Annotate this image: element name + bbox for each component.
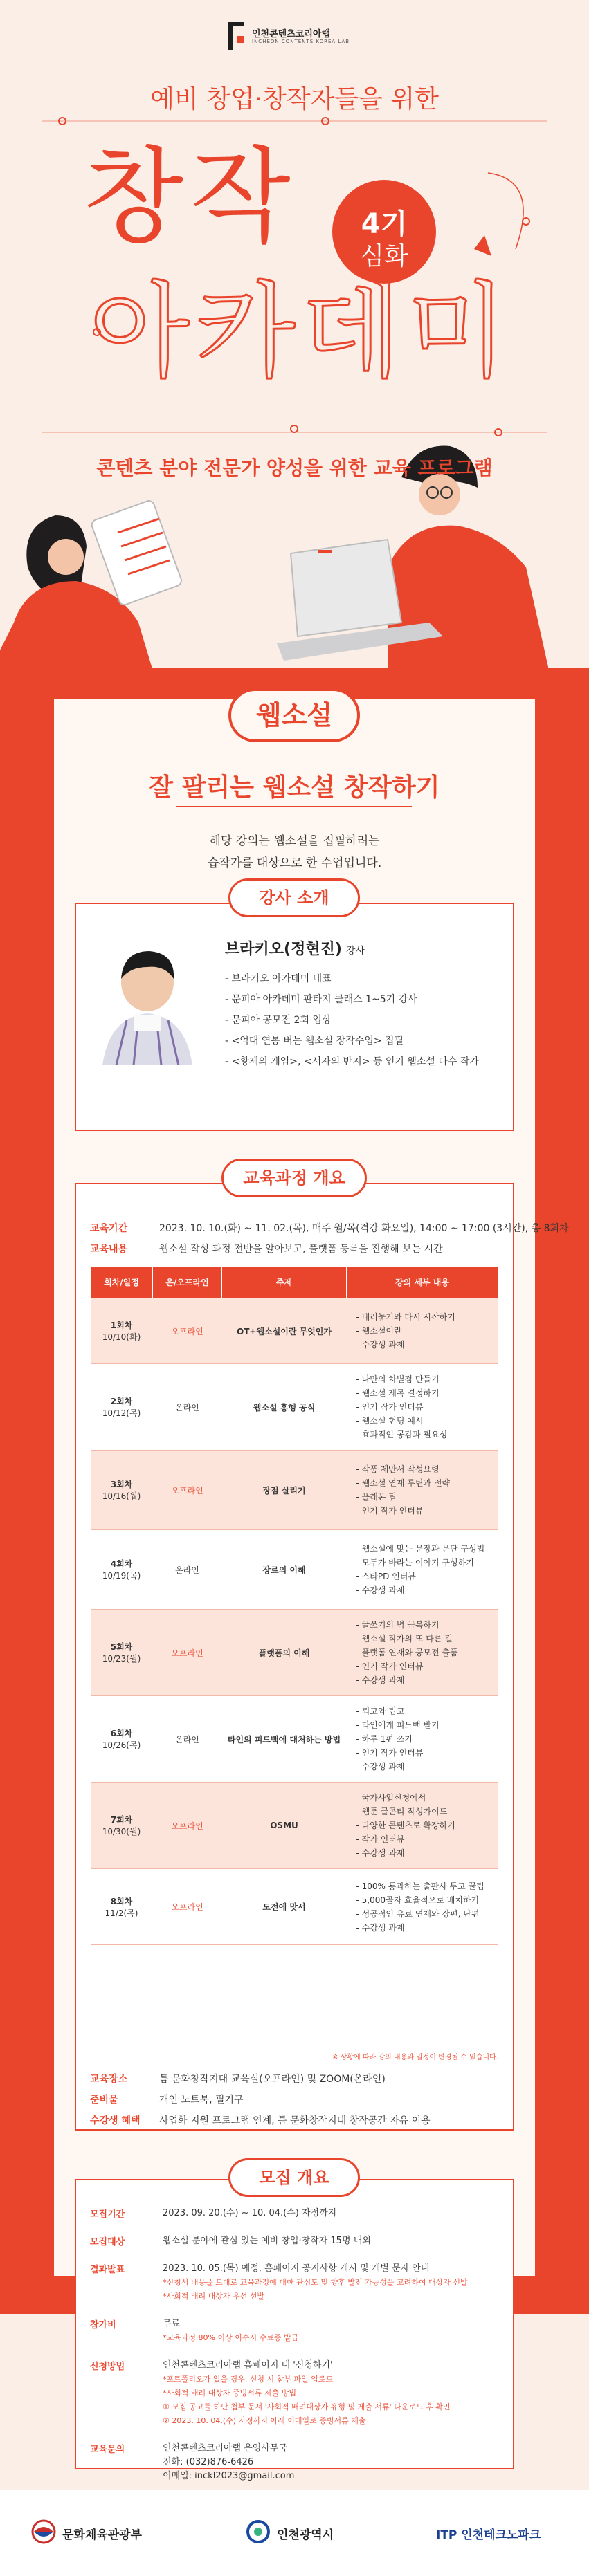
detail-line: - 웹소설이란 <box>356 1326 402 1336</box>
hero-section <box>0 0 589 692</box>
recruit-value <box>163 2317 509 2345</box>
mode-cell: 온라인 <box>153 1530 222 1610</box>
detail-line: - 플랫폼 연재와 공모전 출품 <box>356 1648 458 1657</box>
recruit-value <box>163 2234 509 2248</box>
badge-cohort: 4기 <box>361 208 408 240</box>
badge-level: 심화 <box>360 242 408 270</box>
session-date: 10/30(월) <box>102 1827 141 1837</box>
mode-cell: 오프라인 <box>153 1298 222 1364</box>
instructor-photo <box>96 941 199 1065</box>
detail-cell <box>347 1783 498 1869</box>
detail-line: - 효과적인 공감과 필요성 <box>356 1430 448 1439</box>
hero-tagline: 콘텐츠 분야 전문가 양성을 위한 교육 프로그램 <box>96 457 493 479</box>
detail-cell <box>347 1451 498 1530</box>
footer-logo-itp: ITP 인천테크노파크 <box>436 2528 541 2542</box>
recruit-line: 인천콘텐츠코리아랩 홈페이지 내 '신청하기' <box>163 2360 333 2371</box>
content-row <box>90 1242 443 1255</box>
table-row <box>91 1298 498 1364</box>
instructor-role: 강사 <box>345 946 365 957</box>
recruit-value <box>163 2207 509 2220</box>
detail-cell <box>347 1696 498 1783</box>
benefit-row <box>90 2113 431 2127</box>
detail-line: - 웹소설 헌팅 예시 <box>356 1416 424 1426</box>
bio-item: - <억대 연봉 버는 웹소설 장작수업> 집필 <box>225 1036 404 1047</box>
session-label: 8회차 <box>110 1896 133 1906</box>
left-character-face <box>48 539 84 575</box>
session-label: 2회차 <box>110 1397 133 1406</box>
mode-cell: 오프라인 <box>153 1451 222 1530</box>
topic-cell: 도전에 맞서 <box>222 1869 347 1945</box>
bio-item: - <황제의 게임>, <서자의 반지> 등 인기 웹소설 다수 작가 <box>225 1056 479 1067</box>
prep-row <box>90 2092 244 2106</box>
recruit-line: 전화: (032)876-6426 <box>163 2457 254 2467</box>
benefit-value: 사업화 지원 프로그램 연계, 틈 문화창작지대 창작공간 자유 이용 <box>159 2115 431 2126</box>
cohort-badge <box>332 180 436 284</box>
session-label: 5회차 <box>110 1642 133 1652</box>
table-row <box>91 1610 498 1696</box>
curriculum-section-title: 교육과정 개요 <box>221 1159 367 1197</box>
detail-line: - 인기 작가 인터뷰 <box>356 1748 424 1758</box>
detail-line: - 내러놓기와 다시 시작하기 <box>356 1312 455 1322</box>
recruit-note: *신청서 내용을 토대로 교육과정에 대한 관심도 및 향후 발전 가능성을 고려하여 대상자 선발 <box>163 2278 468 2287</box>
session-label: 4회차 <box>110 1559 133 1569</box>
detail-line: - 나만의 차별점 만들기 <box>356 1374 440 1384</box>
session-cell <box>91 1783 153 1869</box>
topic-cell: OSMU <box>222 1783 347 1869</box>
content-value: 웹소설 작성 과정 전반을 알아보고, 플랫폼 등록을 진행해 보는 시간 <box>159 1244 443 1255</box>
detail-line: - 웹소설에 맞는 문장과 문단 구성법 <box>356 1544 485 1554</box>
schedule-body <box>91 1298 498 1945</box>
benefit-label: 수강생 혜택 <box>90 2115 141 2126</box>
instructor-section-title: 강사 소개 <box>228 878 360 917</box>
place-value: 틈 문화창작지대 교육실(오프라인) 및 ZOOM(온라인) <box>159 2074 386 2085</box>
recruit-label: 모집대상 <box>90 2237 125 2247</box>
detail-line: - 수강생 과제 <box>356 1922 405 1933</box>
prep-label: 준비물 <box>90 2095 118 2106</box>
session-cell <box>91 1530 153 1610</box>
detail-line: - 웹소설 작가의 또 다른 길 <box>356 1634 453 1644</box>
detail-line: - 퇴고와 팁고 <box>356 1706 405 1716</box>
detail-line: - 글쓰기의 벽 극복하기 <box>356 1620 440 1630</box>
schedule-note: ※ 상황에 따라 강의 내용과 일정이 변경될 수 있습니다. <box>332 2054 498 2061</box>
recruit-line: 2023. 09. 20.(수) ~ 10. 04.(수) 자정까지 <box>163 2208 337 2218</box>
instructor-bio <box>225 968 479 1072</box>
schedule-header-row <box>91 1267 498 1298</box>
recruit-value <box>163 2262 509 2303</box>
course-title-underline <box>176 806 412 807</box>
recruit-label: 모집기간 <box>90 2209 125 2220</box>
session-label: 7회차 <box>110 1815 133 1825</box>
detail-line: - 작품 제안서 작성요령 <box>356 1464 440 1474</box>
detail-line: - 작가 인터뷰 <box>356 1834 405 1844</box>
session-date: 11/2(목) <box>105 1908 138 1918</box>
session-date: 10/19(목) <box>102 1571 141 1581</box>
topic-cell: OT+웹소설이란 무엇인가 <box>222 1298 347 1364</box>
recruit-note: *사회적 배려 대상자 우선 선발 <box>163 2292 264 2301</box>
place-label: 교육장소 <box>90 2074 128 2085</box>
brand-logo <box>228 19 367 61</box>
table-row <box>91 1451 498 1530</box>
detail-line: - 웹툰 글콘티 작성가이드 <box>356 1807 448 1816</box>
detail-line: - 웹소설 제목 결정하기 <box>356 1388 440 1398</box>
detail-line: - 플래폰 팁 <box>356 1492 397 1502</box>
recruit-value <box>163 2442 509 2483</box>
session-cell <box>91 1869 153 1945</box>
intro-line: 습작가를 대상으로 한 수업입니다. <box>207 856 382 870</box>
detail-line: - 5,000골자 효율적으로 배치하기 <box>356 1895 480 1905</box>
brand-name: 인천콘텐츠코리아랩 <box>252 29 331 39</box>
detail-line: - 다양한 콘텐츠로 확장하기 <box>356 1821 455 1830</box>
table-row <box>91 1869 498 1945</box>
session-cell <box>91 1610 153 1696</box>
mode-cell: 오프라인 <box>153 1783 222 1869</box>
laptop-icon <box>291 540 401 636</box>
session-date: 10/16(월) <box>102 1491 141 1501</box>
brand-sub: INCHEON CONTENTS KOREA LAB <box>252 39 350 44</box>
hero-pre-title: 예비 창업·창작자들을 위한 <box>150 85 439 113</box>
bio-item: - 브라키오 아카데미 대표 <box>225 973 332 984</box>
topic-cell: 장점 살리기 <box>222 1451 347 1530</box>
detail-line: - 인기 작가 인터뷰 <box>356 1662 424 1671</box>
prep-value: 개인 노트북, 필기구 <box>159 2095 244 2106</box>
content-label: 교육내용 <box>90 1244 128 1255</box>
table-row <box>91 1696 498 1783</box>
period-label: 교육기간 <box>90 1223 128 1234</box>
instructor-name-text: 브라키오(정현진) <box>225 941 342 958</box>
topic-cell: 플랫폼의 이해 <box>222 1610 347 1696</box>
detail-line: - 웹소설 연재 루틴과 전략 <box>356 1478 451 1488</box>
detail-cell <box>347 1364 498 1451</box>
session-label: 6회차 <box>110 1729 133 1738</box>
recruit-value <box>163 2359 509 2428</box>
topic-cell: 타인의 피드백에 대처하는 방법 <box>222 1696 347 1783</box>
schedule-table <box>90 1266 498 1945</box>
session-date: 10/12(목) <box>102 1408 141 1418</box>
bio-item: - 문피아 아카데미 판타지 클래스 1~5기 강사 <box>225 994 417 1005</box>
detail-cell <box>347 1298 498 1364</box>
detail-line: - 하루 1편 쓰기 <box>356 1734 413 1744</box>
session-cell <box>91 1298 153 1364</box>
table-row <box>91 1364 498 1451</box>
recruit-note: *포트폴리오가 있을 경우, 신청 시 참부 파일 업로드 <box>163 2375 333 2384</box>
col-header: 주제 <box>222 1267 347 1298</box>
category-pill: 웹소설 <box>228 688 360 742</box>
detail-line: - 100% 통과하는 출판사 투고 꿀팁 <box>356 1881 484 1891</box>
recruit-note: *사회적 배려 대상자 증빙서류 제출 방법 <box>163 2389 296 2398</box>
recruit-line: 무료 <box>163 2319 181 2329</box>
place-row <box>90 2072 386 2086</box>
detail-line: - 수강생 과제 <box>356 1675 405 1685</box>
bio-item: - 문피아 공모전 2회 입상 <box>225 1015 332 1026</box>
detail-line: - 수강생 과제 <box>356 1762 405 1772</box>
detail-line: - 타인에게 피드백 받기 <box>356 1720 440 1730</box>
mode-cell: 오프라인 <box>153 1610 222 1696</box>
detail-line: - 인기 작가 인터뷰 <box>356 1506 424 1516</box>
recruit-line: 웹소설 분야에 관심 있는 예비 창업·창작자 15명 내외 <box>163 2236 371 2246</box>
table-row <box>91 1530 498 1610</box>
period-value: 2023. 10. 10.(화) ~ 11. 02.(목), 매주 월/목(격강 화요일), 14:00 ~ 17:00 (3시간), 총 8회차 <box>159 1223 569 1234</box>
detail-cell <box>347 1869 498 1945</box>
session-label: 1회차 <box>110 1321 133 1330</box>
period-row <box>90 1221 569 1235</box>
incheon-emblem-icon <box>246 2519 271 2544</box>
recruit-line: 2023. 10. 05.(목) 예정, 홈페이지 공지사항 게시 및 개별 문자 안내 <box>163 2263 430 2274</box>
detail-line: - 국가사업신청에서 <box>356 1793 426 1803</box>
recruit-label: 참가비 <box>90 2320 116 2330</box>
detail-cell <box>347 1530 498 1610</box>
instructor-name <box>225 937 365 959</box>
hero-title-line-2: 아카데미 <box>89 272 513 392</box>
session-cell <box>91 1451 153 1530</box>
footer <box>0 2490 589 2576</box>
detail-line: - 수강생 과제 <box>356 1340 405 1350</box>
col-header: 강의 세부 내용 <box>347 1267 498 1298</box>
course-intro <box>0 830 589 874</box>
recruit-label: 교육문의 <box>90 2445 125 2455</box>
brand-mark-icon <box>228 22 244 50</box>
topic-cell: 장르의 이해 <box>222 1530 347 1610</box>
detail-line: - 성공적인 유료 연재와 장편, 단편 <box>356 1908 480 1919</box>
session-cell <box>91 1696 153 1783</box>
hero-title-line-1: 창작 <box>83 137 298 257</box>
detail-line: - 모두가 바라는 이야기 구성하기 <box>356 1558 474 1567</box>
session-cell <box>91 1364 153 1451</box>
detail-line: - 인기 작가 인터뷰 <box>356 1402 424 1412</box>
mode-cell: 오프라인 <box>153 1869 222 1945</box>
recruit-label: 신청방법 <box>90 2362 125 2372</box>
detail-line: - 수강생 과제 <box>356 1848 405 1858</box>
session-label: 3회차 <box>110 1480 133 1489</box>
col-header: 온/오프라인 <box>153 1267 222 1298</box>
recruit-note: ② 2023. 10. 04.(수) 자정까지 아래 이메일로 증빙서류 제출 <box>163 2416 366 2425</box>
mode-cell: 온라인 <box>153 1364 222 1451</box>
table-row <box>91 1783 498 1869</box>
recruit-line: 이메일: inckl2023@gmail.com <box>163 2471 295 2481</box>
ministry-emblem-icon <box>31 2519 56 2544</box>
recruit-section-title: 모집 개요 <box>228 2158 360 2197</box>
session-date: 10/23(월) <box>102 1654 141 1664</box>
recruit-note: *교육과정 80% 이상 이수시 수료증 발급 <box>163 2333 299 2342</box>
intro-line: 해당 강의는 웹소설을 집필하려는 <box>209 834 380 848</box>
footer-logo-ministry: 문화체육관광부 <box>62 2528 142 2542</box>
course-title: 잘 팔리는 웹소설 창작하기 <box>149 773 440 802</box>
footer-logo-incheon: 인천광역시 <box>277 2528 334 2542</box>
recruit-label: 결과발표 <box>90 2265 125 2275</box>
col-header: 회차/일정 <box>91 1267 153 1298</box>
detail-line: - 스타PD 인터뷰 <box>356 1572 416 1581</box>
recruit-note: ① 모집 공고를 하단 첨부 문서 '사회적 배려대상자 유형 및 제출 서류' 다운로드 후 확인 <box>163 2402 451 2411</box>
session-date: 10/10(화) <box>102 1332 141 1342</box>
detail-line: - 수강생 과제 <box>356 1585 405 1595</box>
topic-cell: 웹소설 흥행 공식 <box>222 1364 347 1451</box>
recruit-line: 인천콘텐츠코리아랩 운영사무국 <box>163 2443 287 2454</box>
detail-cell <box>347 1610 498 1696</box>
session-date: 10/26(목) <box>102 1740 141 1750</box>
right-character-body <box>388 526 554 692</box>
mode-cell: 온라인 <box>153 1696 222 1783</box>
